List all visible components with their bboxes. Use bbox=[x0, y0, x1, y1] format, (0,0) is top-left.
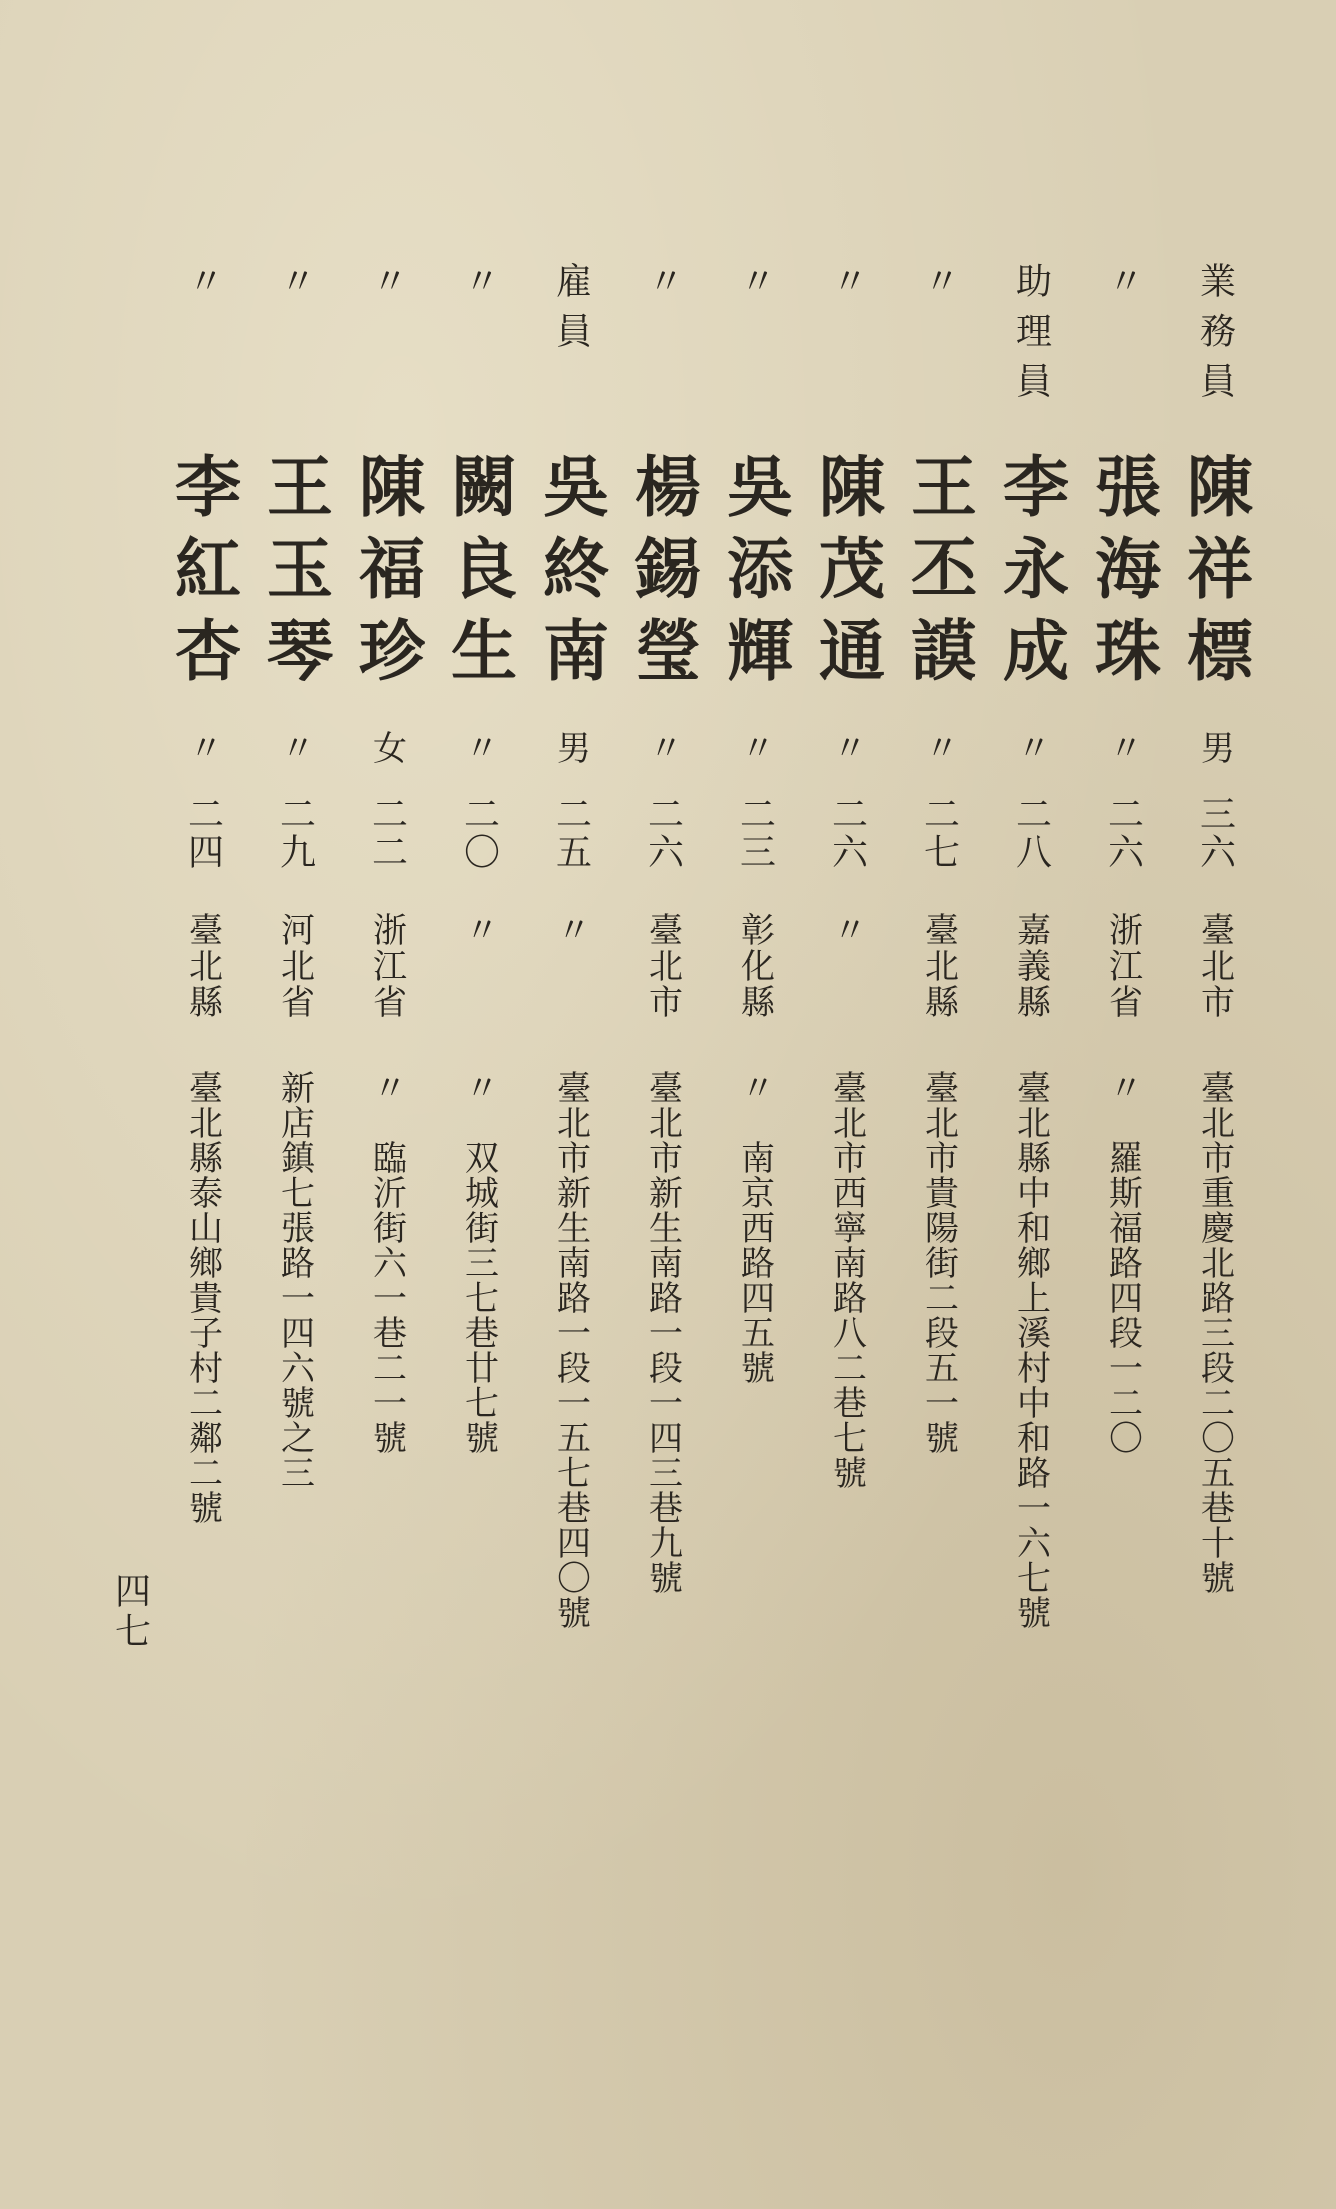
address: 臺北市新生南路一段一四三巷九號 bbox=[642, 1070, 683, 1595]
sex: 〃 bbox=[734, 730, 775, 764]
age: 二六 bbox=[642, 795, 684, 871]
job-title: 〃 bbox=[918, 262, 960, 312]
job-title: 〃 bbox=[734, 262, 776, 312]
native-place: 臺北縣 bbox=[182, 912, 223, 1020]
job-title: 〃 bbox=[458, 262, 500, 312]
age: 二三 bbox=[734, 795, 776, 871]
native-place: 浙江省 bbox=[1102, 912, 1143, 1020]
job-title: 〃 bbox=[182, 262, 224, 312]
staff-name: 陳福珍 bbox=[347, 452, 426, 698]
sex: 〃 bbox=[642, 730, 683, 764]
native-place: 臺北市 bbox=[642, 912, 683, 1020]
native-place: 臺北縣 bbox=[918, 912, 959, 1020]
sex: 〃 bbox=[458, 730, 499, 764]
sex: 女 bbox=[366, 730, 407, 764]
age: 二五 bbox=[550, 795, 592, 871]
native-place: 河北省 bbox=[274, 912, 315, 1020]
staff-name: 闕良生 bbox=[439, 452, 518, 698]
staff-name: 王丕謨 bbox=[899, 452, 978, 698]
job-title: 助理員 bbox=[1010, 262, 1052, 412]
job-title: 〃 bbox=[826, 262, 868, 312]
address: 臺北市西寧南路八二巷七號 bbox=[826, 1070, 867, 1490]
job-title: 〃 bbox=[366, 262, 408, 312]
page-number: 四七 bbox=[109, 1572, 151, 1652]
address: 〃 南京西路四五號 bbox=[734, 1070, 775, 1385]
sex: 〃 bbox=[182, 730, 223, 764]
staff-name: 吳添輝 bbox=[715, 452, 794, 698]
age: 二〇 bbox=[458, 795, 500, 871]
native-place: 臺北市 bbox=[1194, 912, 1235, 1020]
staff-name: 吳終南 bbox=[531, 452, 610, 698]
age: 二九 bbox=[274, 795, 316, 871]
age: 二二 bbox=[366, 795, 408, 871]
age: 二六 bbox=[826, 795, 868, 871]
address: 〃 臨沂街六一巷二一號 bbox=[366, 1070, 407, 1455]
sex: 〃 bbox=[1102, 730, 1143, 764]
native-place: 嘉義縣 bbox=[1010, 912, 1051, 1020]
native-place: 浙江省 bbox=[366, 912, 407, 1020]
address: 臺北市重慶北路三段二〇五巷十號 bbox=[1194, 1070, 1235, 1595]
job-title: 〃 bbox=[642, 262, 684, 312]
sex: 〃 bbox=[274, 730, 315, 764]
address: 臺北市新生南路一段一五七巷四〇號 bbox=[550, 1070, 591, 1630]
sex: 〃 bbox=[826, 730, 867, 764]
sex: 男 bbox=[1194, 730, 1235, 764]
staff-name: 李永成 bbox=[991, 452, 1070, 698]
staff-name: 陳祥標 bbox=[1175, 452, 1254, 698]
native-place: 〃 bbox=[458, 912, 499, 948]
job-title: 〃 bbox=[1102, 262, 1144, 312]
sex: 男 bbox=[550, 730, 591, 764]
staff-name: 王玉琴 bbox=[255, 452, 334, 698]
age: 二八 bbox=[1010, 795, 1052, 871]
staff-name: 李紅杏 bbox=[163, 452, 242, 698]
job-title: 雇員 bbox=[550, 262, 592, 362]
age: 二四 bbox=[182, 795, 224, 871]
age: 二六 bbox=[1102, 795, 1144, 871]
address: 臺北縣泰山鄉貴子村二鄰二號 bbox=[182, 1070, 223, 1525]
address: 臺北市貴陽街二段五一號 bbox=[918, 1070, 959, 1455]
address: 〃 双城街三七巷廿七號 bbox=[458, 1070, 499, 1455]
address: 〃 羅斯福路四段一二〇 bbox=[1102, 1070, 1143, 1455]
address: 新店鎮七張路一四六號之三 bbox=[274, 1070, 315, 1490]
staff-name: 楊錫瑩 bbox=[623, 452, 702, 698]
address: 臺北縣中和鄉上溪村中和路一六七號 bbox=[1010, 1070, 1051, 1630]
age: 三六 bbox=[1194, 795, 1236, 871]
job-title: 〃 bbox=[274, 262, 316, 312]
staff-name: 陳茂通 bbox=[807, 452, 886, 698]
staff-entry bbox=[148, 0, 258, 1700]
sex: 〃 bbox=[918, 730, 959, 764]
staff-name: 張海珠 bbox=[1083, 452, 1162, 698]
native-place: 〃 bbox=[826, 912, 867, 948]
native-place: 彰化縣 bbox=[734, 912, 775, 1020]
job-title: 業務員 bbox=[1194, 262, 1236, 412]
sex: 〃 bbox=[1010, 730, 1051, 764]
native-place: 〃 bbox=[550, 912, 591, 948]
age: 二七 bbox=[918, 795, 960, 871]
